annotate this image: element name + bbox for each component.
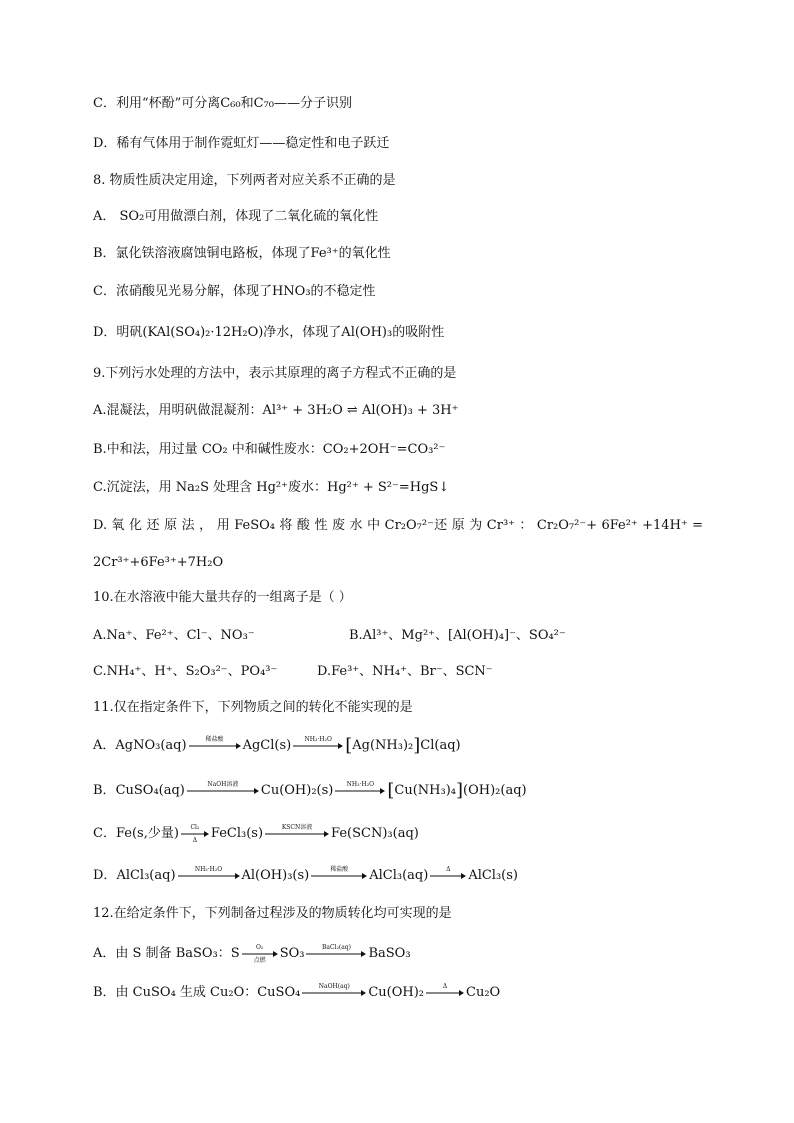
- arrow-condition: Cl₂: [190, 824, 200, 831]
- reaction-arrow: [242, 944, 278, 964]
- q8-option-b: B．氯化铁溶液腐蚀铜电路板，体现了Fe³⁺的氧化性: [93, 246, 391, 261]
- q12b-product: Cu₂O: [466, 985, 501, 1000]
- q11a-complex: Ag(NH₃)₂: [352, 738, 414, 753]
- arrow-condition-below: Δ: [192, 837, 198, 844]
- question-11: 11.仅在指定条件下，下列物质之间的转化不能实现的是: [93, 700, 413, 715]
- q11-option-c: [93, 822, 419, 846]
- bracket-close: ]: [456, 780, 464, 801]
- reaction-arrow: [187, 781, 259, 801]
- q8-option-c: C．浓硝酸见光易分解，体现了HNO₃的不稳定性: [93, 284, 376, 299]
- q11d-intermediate-2: AlCl₃(aq): [369, 868, 429, 883]
- q12b-intermediate: Cu(OH)₂: [368, 985, 424, 1000]
- reaction-arrow: [426, 983, 464, 1003]
- arrow-condition: NaOH溶液: [207, 781, 239, 788]
- q11d-label: D．: [93, 868, 117, 883]
- bracket-open: [: [387, 780, 395, 801]
- reaction-arrow: [293, 736, 343, 756]
- q12-option-b: [93, 981, 500, 1005]
- q10-option-b: B.Al³⁺、Mg²⁺、[Al(OH)₄]⁻、SO₄²⁻: [349, 628, 566, 643]
- arrow-condition: 稀盐酸: [330, 866, 349, 873]
- q11d-reactant: AlCl₃(aq): [116, 868, 176, 883]
- q10-option-c: C.NH₄⁺、H⁺、S₂O₃²⁻、PO₄³⁻: [93, 664, 278, 679]
- arrow-condition: NaOH(aq): [318, 983, 350, 990]
- q12a-intermediate: SO₃: [279, 946, 305, 961]
- arrow-condition: Δ: [442, 983, 448, 990]
- arrow-condition: NH₃·H₂O: [194, 866, 223, 873]
- q11-option-a: [93, 734, 461, 758]
- q11a-label: A．: [93, 738, 116, 753]
- arrow-condition: 稀盐酸: [205, 736, 224, 743]
- reaction-arrow: [311, 866, 367, 886]
- reaction-arrow: [181, 824, 209, 844]
- q11-option-d: [93, 864, 518, 888]
- q11-option-b: [93, 779, 527, 803]
- q12-option-a: [93, 942, 411, 966]
- q9-option-d-line2: 2Cr³⁺+6Fe³⁺+7H₂O: [93, 555, 224, 570]
- arrow-condition: NH₃·H₂O: [346, 781, 375, 788]
- arrow-condition: KSCN溶液: [281, 824, 313, 831]
- question-9: 9.下列污水处理的方法中，表示其原理的离子方程式不正确的是: [93, 366, 457, 381]
- reaction-arrow: [265, 824, 329, 844]
- q11b-complex: Cu(NH₃)₄: [394, 783, 456, 798]
- reaction-arrow: [306, 944, 366, 964]
- q11a-product: Cl(aq): [420, 738, 461, 753]
- option-d-line: D．稀有气体用于制作霓虹灯——稳定性和电子跃迁: [93, 136, 390, 151]
- q11c-intermediate: FeCl₃(s): [210, 826, 264, 841]
- q10-option-d: D.Fe³⁺、NH₄⁺、Br⁻、SCN⁻: [317, 664, 493, 679]
- q11d-intermediate: Al(OH)₃(s): [241, 868, 310, 883]
- question-8: 8. 物质性质决定用途，下列两者对应关系不正确的是: [93, 173, 396, 188]
- q8-option-d: D．明矾(KAl(SO₄)₂·12H₂O)净水，体现了Al(OH)₃的吸附性: [93, 325, 445, 340]
- q11b-product: (OH)₂(aq): [463, 783, 527, 798]
- q9-option-d-line1: D. 氧 化 还 原 法 ， 用 FeSO₄ 将 酸 性 废 水 中 Cr₂O₇²⁻还 原 为 Cr³⁺ ： Cr₂O₇²⁻+ 6Fe²⁺ +14H⁺ =: [93, 518, 703, 533]
- reaction-arrow: [430, 866, 466, 886]
- option-c-line: C．利用“杯酚”可分离C₆₀和C₇₀——分子识别: [93, 96, 352, 111]
- q8-option-a: A． SO₂可用做漂白剂，体现了二氧化硫的氧化性: [93, 209, 379, 224]
- question-10: 10.在水溶液中能大量共存的一组离子是（ ）: [93, 590, 352, 605]
- bracket-open: [: [345, 735, 353, 756]
- q11b-intermediate: Cu(OH)₂(s): [260, 783, 334, 798]
- q11d-product: AlCl₃(s): [468, 868, 518, 883]
- q11a-reactant: AgNO₃(aq): [115, 738, 187, 753]
- q12a-product: BaSO₃: [368, 946, 411, 961]
- arrow-condition: Δ: [446, 866, 451, 873]
- arrow-condition: NH₃·H₂O: [304, 736, 332, 743]
- q9-option-c: C.沉淀法，用 Na₂S 处理含 Hg²⁺废水：Hg²⁺ + S²⁻=HgS↓: [93, 480, 450, 495]
- arrow-condition-below: 点燃: [253, 957, 266, 964]
- q11c-product: Fe(SCN)₃(aq): [331, 826, 419, 841]
- arrow-condition: BaCl₂(aq): [321, 944, 351, 951]
- reaction-arrow: [335, 781, 385, 801]
- q12b-label: B．由 CuSO₄ 生成 Cu₂O：CuSO₄: [93, 985, 301, 1000]
- q11c-reactant: Fe(s,少量): [115, 826, 179, 841]
- question-12: 12.在给定条件下，下列制备过程涉及的物质转化均可实现的是: [93, 906, 452, 921]
- reaction-arrow: [178, 866, 240, 886]
- q10-option-a: A.Na⁺、Fe²⁺、Cl⁻、NO₃⁻: [93, 628, 255, 643]
- q11c-label: C．: [93, 826, 116, 841]
- q11b-label: B．: [93, 783, 116, 798]
- q11a-intermediate: AgCl(s): [242, 738, 292, 753]
- q11b-reactant: CuSO₄(aq): [115, 783, 185, 798]
- q12a-label: A．由 S 制备 BaSO₃：S: [93, 946, 240, 961]
- q9-option-a: A.混凝法，用明矾做混凝剂：Al³⁺ + 3H₂O ⇌ Al(OH)₃ + 3H⁺: [93, 403, 459, 418]
- reaction-arrow: [189, 736, 241, 756]
- q9-option-b: B.中和法，用过量 CO₂ 中和碱性废水：CO₂+2OH⁻=CO₃²⁻: [93, 442, 446, 457]
- arrow-condition: O₂: [256, 944, 264, 951]
- reaction-arrow: [302, 983, 366, 1003]
- bracket-close: ]: [413, 735, 421, 756]
